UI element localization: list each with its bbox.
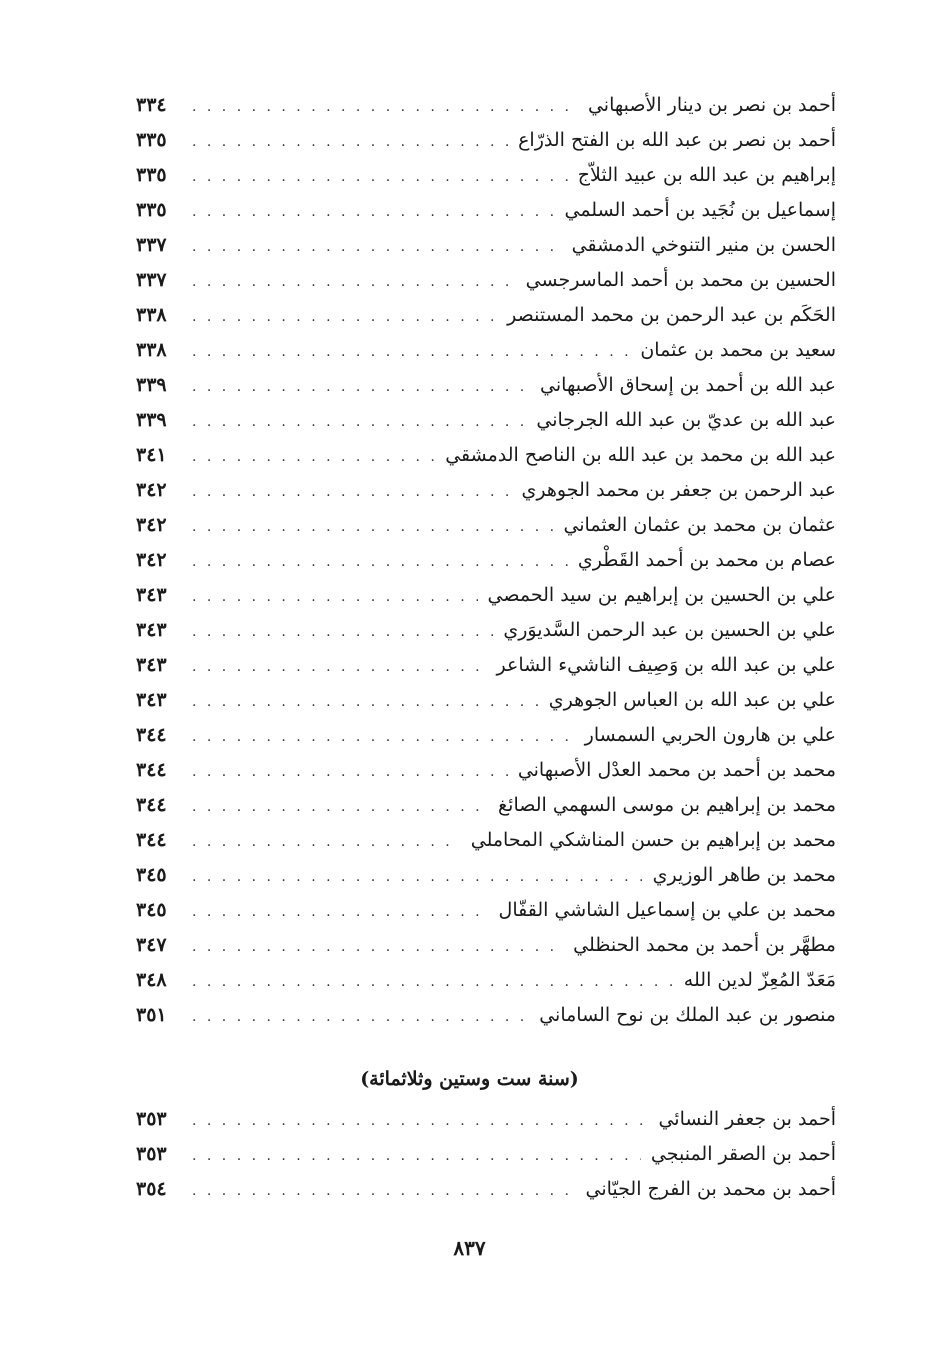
entry-page-number: ٣٣٧ <box>136 269 167 291</box>
dot-leader <box>192 160 568 195</box>
index-list-continued <box>136 1102 836 1207</box>
dot-leader <box>192 1139 641 1174</box>
dot-leader <box>192 615 493 650</box>
dot-leader <box>192 475 512 510</box>
index-entry <box>136 508 836 543</box>
index-entry <box>136 298 836 333</box>
entry-name: مطهَّر بن أحمد بن محمد الحنظلي <box>573 934 836 956</box>
index-entry <box>136 683 836 718</box>
entry-page-number: ٣٤٣ <box>136 619 167 641</box>
index-entry <box>136 718 836 753</box>
entry-name: محمد بن طاهر الوزيري <box>652 864 836 886</box>
entry-page-number: ٣٤٤ <box>136 829 167 851</box>
entry-page-number: ٣٤٥ <box>136 864 167 886</box>
dot-leader <box>192 755 508 790</box>
entry-name: محمد بن إبراهيم بن موسى السهمي الصائغ <box>498 794 836 816</box>
entry-page-number: ٣٥٣ <box>136 1143 167 1165</box>
entry-page-number: ٣٤٨ <box>136 969 167 991</box>
index-list <box>136 88 836 1033</box>
entry-page-number: ٣٣٥ <box>136 164 167 186</box>
dot-leader <box>192 230 562 265</box>
entry-page-number: ٣٤٣ <box>136 689 167 711</box>
entry-name: علي بن عبد الله بن وَصِيف الناشيء الشاعر <box>496 654 836 676</box>
dot-leader <box>192 510 553 545</box>
index-entry <box>136 333 836 368</box>
dot-leader <box>192 370 530 405</box>
dot-leader <box>192 825 461 860</box>
entry-page-number: ٣٣٨ <box>136 304 167 326</box>
dot-leader <box>192 1174 576 1209</box>
entry-page-number: ٣٤٢ <box>136 549 167 571</box>
entry-page-number: ٣٤٢ <box>136 479 167 501</box>
index-entry <box>136 543 836 578</box>
entry-page-number: ٣٤٧ <box>136 934 167 956</box>
entry-name: منصور بن عبد الملك بن نوح الساماني <box>539 1004 836 1026</box>
entry-name: عصام بن محمد بن أحمد القَطْري <box>577 549 836 571</box>
entry-page-number: ٣٣٥ <box>136 199 167 221</box>
entry-name: علي بن هارون الحربي السمسار <box>584 724 836 746</box>
entry-page-number: ٣٤٤ <box>136 724 167 746</box>
page-number: ٨٣٧ <box>453 1236 486 1260</box>
index-entry <box>136 823 836 858</box>
index-entry <box>136 613 836 648</box>
dot-leader <box>192 300 497 335</box>
entry-name: محمد بن إبراهيم بن حسن المناشكي المحاملي <box>470 829 836 851</box>
entry-name: أحمد بن محمد بن الفرج الجيّاني <box>585 1178 836 1200</box>
dot-leader <box>192 1000 529 1035</box>
index-entry <box>136 753 836 788</box>
dot-leader <box>192 685 539 720</box>
entry-name: علي بن عبد الله بن العباس الجوهري <box>548 689 836 711</box>
index-entry <box>136 263 836 298</box>
entry-page-number: ٣٤٣ <box>136 584 167 606</box>
index-entry <box>136 578 836 613</box>
entry-name: إسماعيل بن نُجَيد بن أحمد السلمي <box>564 199 836 221</box>
entry-name: أحمد بن جعفر النسائي <box>658 1108 836 1130</box>
index-entry <box>136 123 836 158</box>
dot-leader <box>192 405 526 440</box>
index-entry <box>136 928 836 963</box>
entry-page-number: ٣٣٥ <box>136 129 167 151</box>
entry-name: أحمد بن نصر بن عبد الله بن الفتح الذرّاع <box>518 129 836 151</box>
entry-name: الحسن بن منير التنوخي الدمشقي <box>571 234 836 256</box>
index-entry <box>136 193 836 228</box>
entry-page-number: ٣٥٤ <box>136 1178 167 1200</box>
entry-name: عثمان بن محمد بن عثمان العثماني <box>563 514 836 536</box>
entry-page-number: ٣٤٥ <box>136 899 167 921</box>
entry-name: سعيد بن محمد بن عثمان <box>640 339 836 361</box>
dot-leader <box>192 195 554 230</box>
entry-page-number: ٣٣٨ <box>136 339 167 361</box>
entry-name: محمد بن علي بن إسماعيل الشاشي القفّال <box>498 899 836 921</box>
index-entry <box>136 438 836 473</box>
entry-name: الحَكَم بن عبد الرحمن بن محمد المستنصر <box>507 304 836 326</box>
dot-leader <box>192 720 575 755</box>
dot-leader <box>192 335 630 370</box>
entry-name: عبد الله بن عديّ بن عبد الله الجرجاني <box>536 409 836 431</box>
entry-name: عبد الرحمن بن جعفر بن محمد الجوهري <box>521 479 836 501</box>
entry-name: عبد الله بن أحمد بن إسحاق الأصبهاني <box>540 374 836 396</box>
entry-page-number: ٣٤٢ <box>136 514 167 536</box>
index-entry <box>136 228 836 263</box>
index-entry <box>136 1137 836 1172</box>
entry-name: محمد بن أحمد بن محمد العدْل الأصبهاني <box>517 759 836 781</box>
dot-leader <box>192 1104 648 1139</box>
index-entry <box>136 158 836 193</box>
index-entry <box>136 788 836 823</box>
dot-leader <box>192 965 674 1000</box>
index-entry <box>136 88 836 123</box>
dot-leader <box>192 440 435 475</box>
entry-page-number: ٣٤٣ <box>136 654 167 676</box>
entry-name: علي بن الحسين بن عبد الرحمن السَّديوَري <box>503 619 836 641</box>
entry-name: أحمد بن الصقر المنبجي <box>650 1143 836 1165</box>
entry-page-number: ٣٣٩ <box>136 374 167 396</box>
index-entry <box>136 473 836 508</box>
dot-leader <box>192 90 578 125</box>
entry-name: عبد الله بن محمد بن عبد الله بن الناصح الدمشقي <box>445 444 836 466</box>
index-entry <box>136 858 836 893</box>
index-entry <box>136 403 836 438</box>
dot-leader <box>192 895 489 930</box>
dot-leader <box>192 930 563 965</box>
index-entry <box>136 963 836 998</box>
entry-page-number: ٣٣٤ <box>136 94 167 116</box>
index-entry <box>136 1102 836 1137</box>
dot-leader <box>192 545 568 580</box>
entry-page-number: ٣٣٩ <box>136 409 167 431</box>
entry-page-number: ٣٥١ <box>136 1004 167 1026</box>
dot-leader <box>192 650 487 685</box>
entry-page-number: ٣٣٧ <box>136 234 167 256</box>
entry-name: أحمد بن نصر بن دينار الأصبهاني <box>587 94 836 116</box>
entry-name: مَعَدّ المُعِزّ لدين الله <box>683 969 836 991</box>
section-heading: (سنة ست وستين وثلاثمائة) <box>360 1068 579 1090</box>
entry-page-number: ٣٤١ <box>136 444 167 466</box>
index-entry <box>136 1172 836 1207</box>
dot-leader <box>192 125 508 160</box>
dot-leader <box>192 265 516 300</box>
index-entry <box>136 368 836 403</box>
index-entry <box>136 893 836 928</box>
index-entry <box>136 648 836 683</box>
entry-page-number: ٣٤٤ <box>136 759 167 781</box>
entry-name: الحسين بن محمد بن أحمد الماسرجسي <box>525 269 836 291</box>
dot-leader <box>192 580 478 615</box>
entry-name: إبراهيم بن عبد الله بن عبيد الثلاّج <box>577 164 836 186</box>
dot-leader <box>192 860 643 895</box>
index-entry <box>136 998 836 1033</box>
entry-name: علي بن الحسين بن إبراهيم بن سيد الحمصي <box>487 584 836 606</box>
entry-page-number: ٣٤٤ <box>136 794 167 816</box>
dot-leader <box>192 790 488 825</box>
entry-page-number: ٣٥٣ <box>136 1108 167 1130</box>
